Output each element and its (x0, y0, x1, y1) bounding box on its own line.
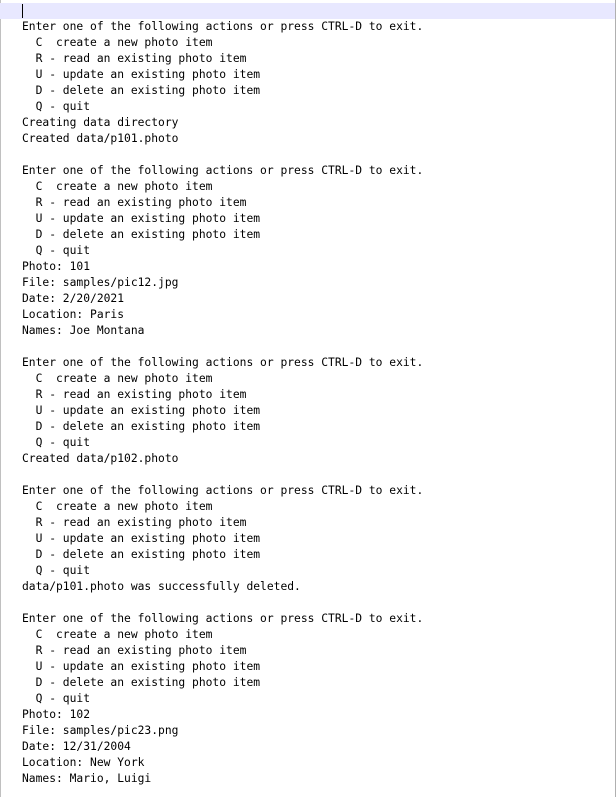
editor-line: R - read an existing photo item (22, 644, 247, 657)
editor-line: data/p101.photo was successfully deleted. (22, 580, 301, 593)
editor-line: Creating data directory (22, 116, 179, 129)
editor-line: Enter one of the following actions or press CTRL-D to exit. (22, 164, 424, 177)
editor-line (22, 595, 423, 611)
editor-line: Date: 2/20/2021 (22, 292, 125, 305)
editor-line: R - read an existing photo item (22, 52, 247, 65)
editor-line (22, 339, 423, 355)
editor-line: U - update an existing photo item (22, 660, 261, 673)
editor-line: C create a new photo item (22, 500, 213, 513)
editor-line: R - read an existing photo item (22, 516, 247, 529)
editor-line: R - read an existing photo item (22, 196, 247, 209)
text-caret (22, 4, 23, 18)
editor-line: U - update an existing photo item (22, 404, 261, 417)
editor-line: Enter one of the following actions or press CTRL-D to exit. (22, 612, 424, 625)
editor-line: D - delete an existing photo item (22, 84, 261, 97)
editor-line: D - delete an existing photo item (22, 548, 261, 561)
editor-line (22, 147, 423, 163)
editor-line: Enter one of the following actions or press CTRL-D to exit. (22, 484, 424, 497)
editor-line: Q - quit (22, 436, 91, 449)
editor-line: Q - quit (22, 692, 91, 705)
editor-line (22, 467, 423, 483)
editor-line: C create a new photo item (22, 372, 213, 385)
editor-line: U - update an existing photo item (22, 532, 261, 545)
editor-line: File: samples/pic12.jpg (22, 276, 179, 289)
editor-line: D - delete an existing photo item (22, 228, 261, 241)
editor-line: U - update an existing photo item (22, 68, 261, 81)
editor-line: R - read an existing photo item (22, 388, 247, 401)
editor-line: Date: 12/31/2004 (22, 740, 131, 753)
editor-text-area[interactable] (22, 19, 423, 787)
editor-line: Q - quit (22, 564, 91, 577)
editor-line: D - delete an existing photo item (22, 676, 261, 689)
editor-line: Location: New York (22, 756, 145, 769)
editor-line: C create a new photo item (22, 36, 213, 49)
editor-line: D - delete an existing photo item (22, 420, 261, 433)
editor-line: C create a new photo item (22, 628, 213, 641)
editor-line: Photo: 101 (22, 260, 91, 273)
editor-line: U - update an existing photo item (22, 212, 261, 225)
current-line-highlight (0, 3, 616, 19)
editor-line: Q - quit (22, 100, 91, 113)
editor-line: Names: Joe Montana (22, 324, 145, 337)
editor-line: Enter one of the following actions or press CTRL-D to exit. (22, 356, 424, 369)
editor-line: Created data/p102.photo (22, 452, 179, 465)
editor-line: File: samples/pic23.png (22, 724, 179, 737)
editor-line: Photo: 102 (22, 708, 91, 721)
editor-line: Location: Paris (22, 308, 125, 321)
editor-line: Enter one of the following actions or press CTRL-D to exit. (22, 20, 424, 33)
editor-line: Names: Mario, Luigi (22, 772, 152, 785)
editor-line: Q - quit (22, 244, 91, 257)
editor-line: C create a new photo item (22, 180, 213, 193)
editor-line: Created data/p101.photo (22, 132, 179, 145)
editor-left-border (0, 0, 1, 797)
